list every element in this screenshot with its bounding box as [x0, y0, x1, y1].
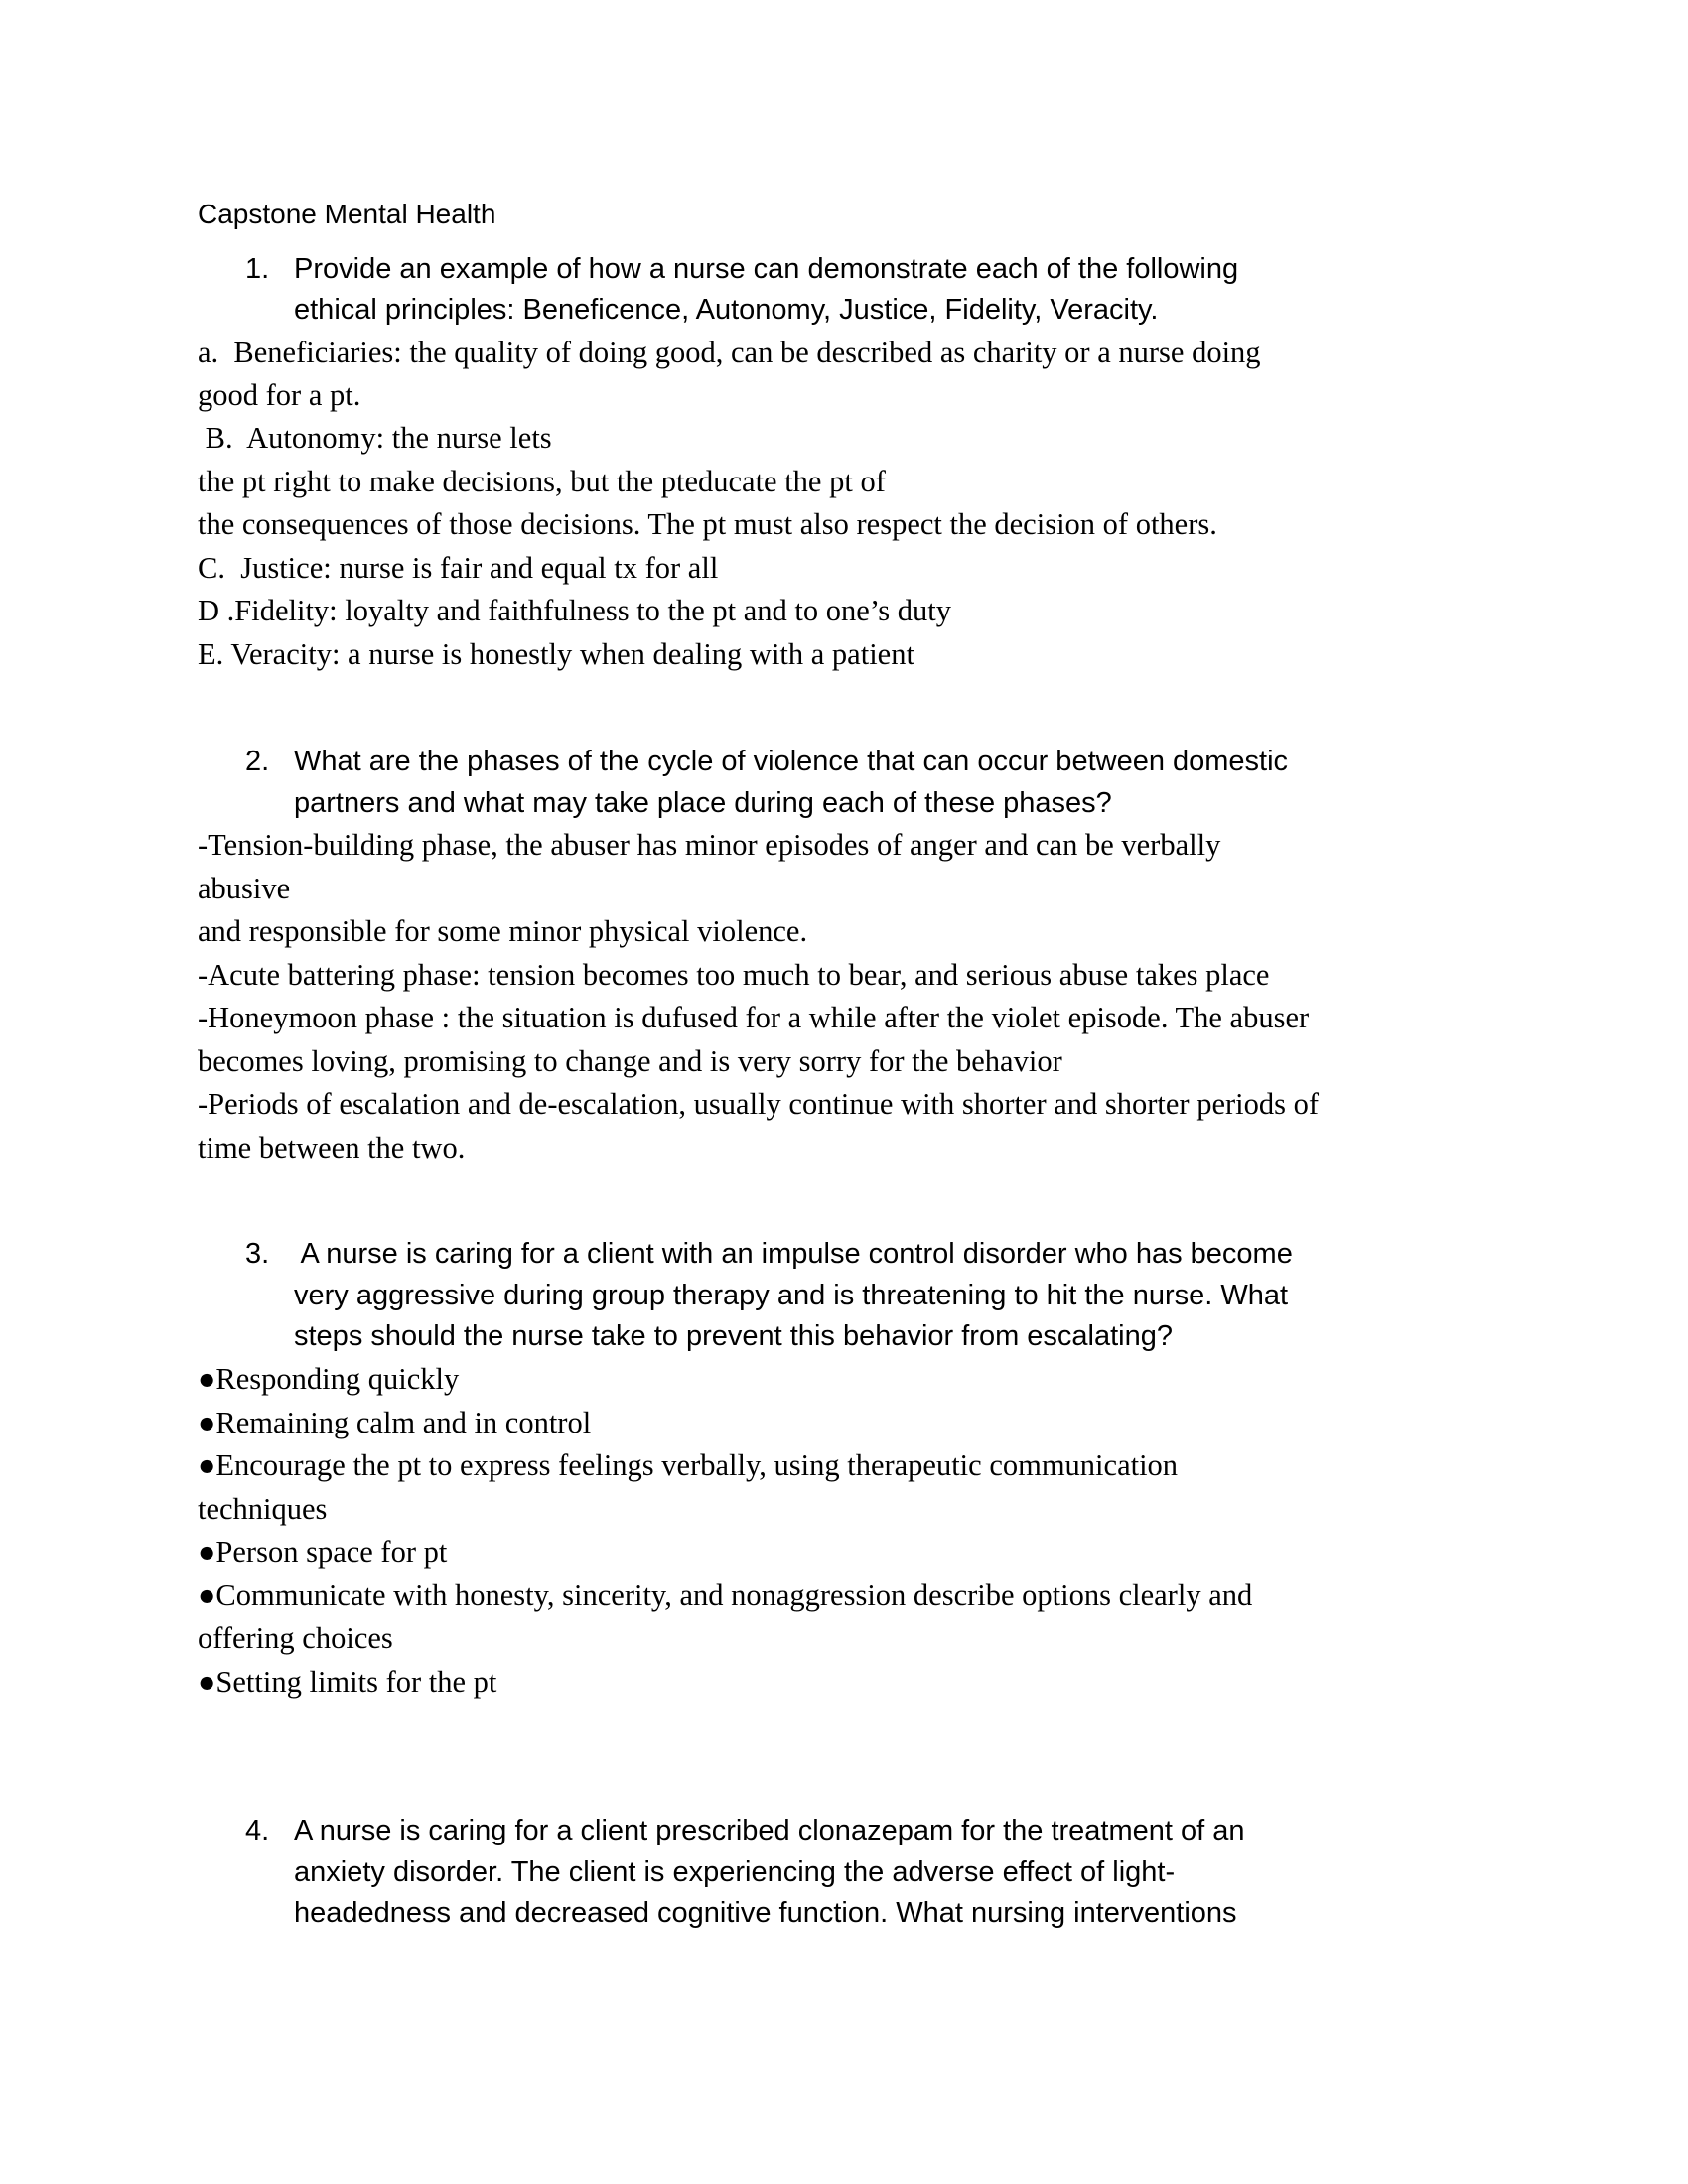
answer-line: a. Beneficiaries: the quality of doing good, can be described as charity or a nurse doing — [198, 336, 1261, 369]
question-text-line: anxiety disorder. The client is experiencing the adverse effect of light- — [294, 1856, 1176, 1888]
question-text-line: ethical principles: Beneficence, Autonomy, Justice, Fidelity, Veracity. — [294, 294, 1159, 326]
answer-line: offering choices — [198, 1621, 393, 1655]
answer-line: -Tension-building phase, the abuser has minor episodes of anger and can be verbally — [198, 828, 1221, 862]
answer-line: good for a pt. — [198, 378, 361, 412]
answer-bullet: ●Communicate with honesty, sincerity, and nonaggression describe options clearly and — [198, 1578, 1253, 1612]
question-number: 3. — [245, 1238, 270, 1270]
question-text-line: A nurse is caring for a client prescribed clonazepam for the treatment of an — [294, 1815, 1245, 1846]
answer-line: and responsible for some minor physical violence. — [198, 914, 808, 948]
question-number: 1. — [245, 253, 270, 285]
answer-line: B. Autonomy: the nurse lets — [198, 421, 552, 455]
answer-bullet: ●Responding quickly — [198, 1362, 460, 1396]
answer-bullet: ●Setting limits for the pt — [198, 1665, 497, 1699]
answer-line: -Periods of escalation and de-escalation, usually continue with shorter and shorter periods of — [198, 1087, 1320, 1121]
answer-bullet: ●Person space for pt — [198, 1535, 448, 1569]
answer-line: C. Justice: nurse is fair and equal tx for all — [198, 551, 719, 585]
answer-bullet: ●Encourage the pt to express feelings verbally, using therapeutic communication — [198, 1448, 1179, 1482]
document-title: Capstone Mental Health — [198, 199, 496, 229]
answer-line: D .Fidelity: loyalty and faithfulness to the pt and to one’s duty — [198, 594, 952, 627]
answer-line: the consequences of those decisions. The pt must also respect the decision of others. — [198, 507, 1217, 541]
question-text-line: steps should the nurse take to prevent this behavior from escalating? — [294, 1320, 1174, 1352]
question-text-line: partners and what may take place during each of these phases? — [294, 787, 1112, 819]
answer-line: abusive — [198, 872, 291, 905]
answer-line: becomes loving, promising to change and is very sorry for the behavior — [198, 1044, 1062, 1078]
question-text-line: A nurse is caring for a client with an impulse control disorder who has become — [294, 1238, 1293, 1270]
answer-line: the pt right to make decisions, but the pteducate the pt of — [198, 465, 886, 498]
answer-line: E. Veracity: a nurse is honestly when dealing with a patient — [198, 637, 914, 671]
question-text-line: What are the phases of the cycle of violence that can occur between domestic — [294, 746, 1289, 777]
answer-line: -Acute battering phase: tension becomes too much to bear, and serious abuse takes place — [198, 958, 1270, 992]
answer-line: techniques — [198, 1492, 328, 1526]
question-text-line: very aggressive during group therapy and is threatening to hit the nurse. What — [294, 1280, 1289, 1311]
question-number: 2. — [245, 746, 270, 777]
answer-line: time between the two. — [198, 1131, 466, 1164]
question-number: 4. — [245, 1815, 270, 1846]
answer-line: -Honeymoon phase : the situation is dufused for a while after the violet episode. The abuser — [198, 1001, 1310, 1034]
question-text-line: Provide an example of how a nurse can demonstrate each of the following — [294, 253, 1239, 285]
answer-bullet: ●Remaining calm and in control — [198, 1406, 592, 1439]
question-text-line: headedness and decreased cognitive function. What nursing interventions — [294, 1897, 1237, 1929]
